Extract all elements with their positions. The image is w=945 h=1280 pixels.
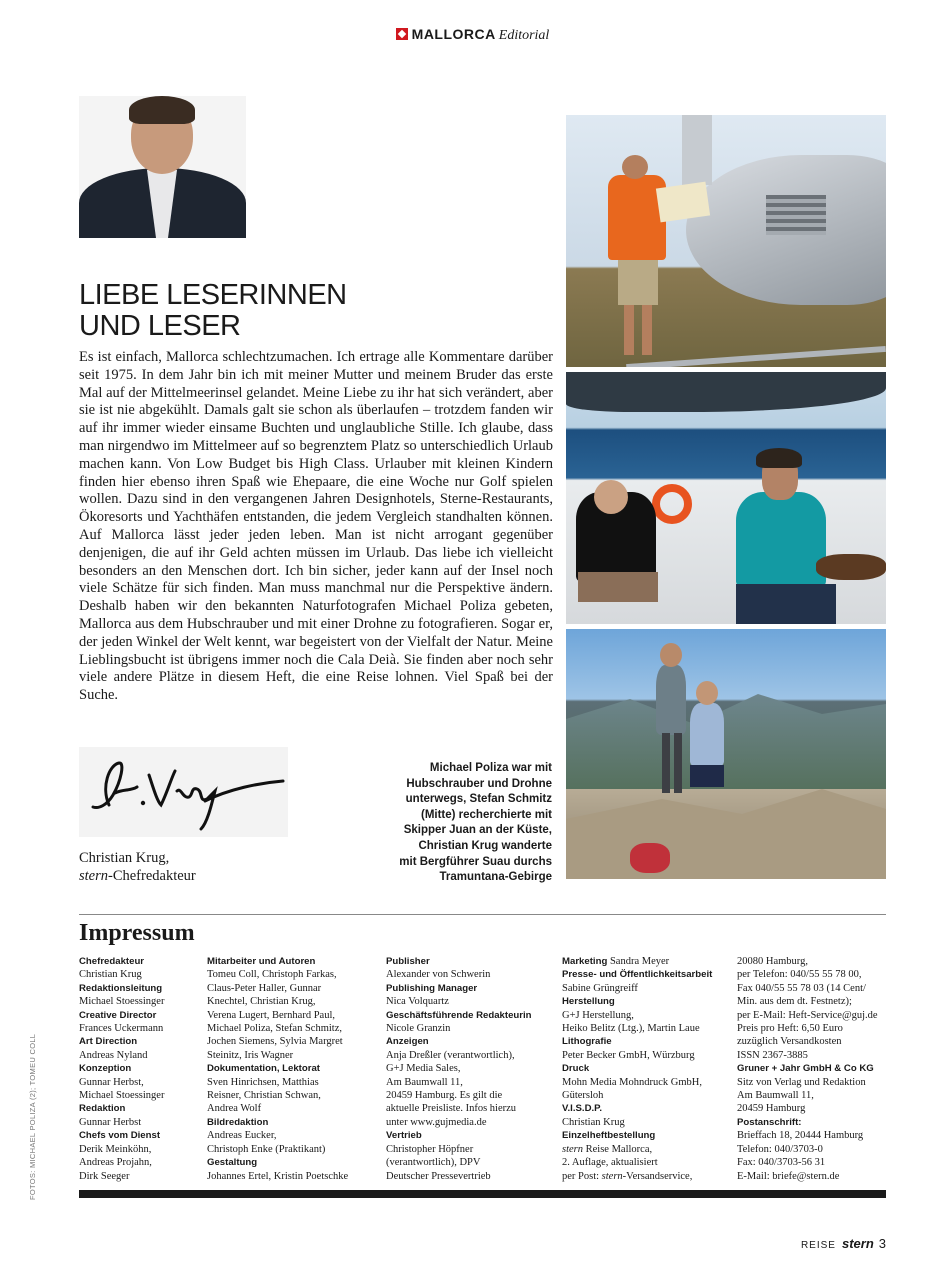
- footer-magazine: stern: [841, 1236, 874, 1251]
- impressum-entry: Dirk Seeger: [79, 1170, 130, 1182]
- impressum-entry: Nicole Granzin: [386, 1023, 451, 1035]
- impressum-column-3: [386, 955, 556, 1183]
- impressum-entry: Reisner, Christian Schwan,: [207, 1090, 321, 1102]
- impressum-label: Art Direction: [79, 1036, 138, 1048]
- impressum-label: Chefredakteur: [79, 956, 145, 967]
- impressum-entry: Preis pro Heft: 6,50 Euro: [737, 1023, 843, 1035]
- impressum-entry: Christian Krug: [79, 969, 142, 981]
- impressum-entry: Deutscher Pressevertrieb: [386, 1170, 491, 1182]
- impressum-entry: Christopher Höpfner: [386, 1143, 474, 1155]
- photo-caption: [380, 761, 552, 886]
- impressum-entry: Knechtel, Christian Krug,: [207, 996, 316, 1008]
- impressum-column-1: [79, 955, 199, 1183]
- impressum-entry: Brieffach 18, 20444 Hamburg: [737, 1130, 864, 1142]
- impressum-entry: Nica Volquartz: [386, 996, 449, 1008]
- section-divider: [79, 914, 886, 915]
- signer-role: -Chefredakteur: [108, 868, 196, 884]
- impressum-entry: zuzüglich Versandkosten: [737, 1036, 842, 1048]
- impressum-label: Konzeption: [79, 1063, 132, 1075]
- page-footer: [0, 1236, 886, 1251]
- impressum-entry: per E-Mail: Heft-Service@guj.de: [737, 1009, 878, 1021]
- impressum-label: Redaktion: [79, 1103, 126, 1115]
- impressum-entry: Min. aus dem dt. Festnetz);: [737, 996, 852, 1008]
- impressum-entry: Anja Dreßler (verantwortlich),: [386, 1049, 515, 1061]
- signer-block: [79, 849, 196, 885]
- impressum-entry: Am Baumwall 11,: [737, 1090, 814, 1102]
- impressum-entry: G+J Media Sales,: [386, 1063, 461, 1075]
- impressum-label: Chefs vom Dienst: [79, 1130, 161, 1142]
- caption-line: (Mitte) recherchierte mit: [420, 808, 552, 821]
- impressum-label: Presse- und Öffentlichkeitsarbeit: [562, 969, 713, 981]
- impressum-entry: Gunnar Herbst,: [79, 1076, 144, 1088]
- stern-logo-icon: [396, 28, 408, 40]
- bottom-bar: [79, 1190, 886, 1198]
- impressum-entry: Am Baumwall 11,: [386, 1076, 463, 1088]
- impressum-label: Gruner + Jahr GmbH & Co KG: [737, 1063, 874, 1075]
- headline-line-2: UND LESER: [79, 310, 241, 342]
- impressum-entry: [562, 1170, 732, 1183]
- impressum-entry: ISSN 2367-3885: [737, 1049, 808, 1061]
- impressum-label: Anzeigen: [386, 1036, 429, 1048]
- impressum-entry: Mohn Media Mohndruck GmbH,: [562, 1076, 702, 1088]
- impressum-label: Marketing: [562, 956, 608, 967]
- impressum-entry: aktuelle Preisliste. Infos hierzu: [386, 1103, 517, 1115]
- impressum-column-2: [207, 955, 377, 1183]
- impressum-entry-text: Reise Mallorca,: [583, 1143, 653, 1155]
- impressum-column-5: [737, 955, 887, 1183]
- impressum-label: Mitarbeiter und Autoren: [207, 956, 316, 967]
- header-brand: MALLORCA: [411, 26, 496, 42]
- impressum-entry: Michael Stoessinger: [79, 996, 165, 1008]
- impressum-entry: 20459 Hamburg: [737, 1103, 806, 1115]
- signature-image: [79, 747, 288, 837]
- signer-title: [79, 867, 196, 885]
- impressum-label: Einzelheftbestellung: [562, 1130, 656, 1142]
- impressum-entry: Gütersloh: [562, 1090, 604, 1102]
- impressum-entry-text: per Post:: [562, 1170, 602, 1182]
- caption-line: Michael Poliza war mit: [429, 762, 552, 774]
- article-headline: [79, 280, 549, 342]
- impressum-entry: Michael Stoessinger: [79, 1090, 165, 1102]
- caption-line: unterwegs, Stefan Schmitz: [405, 793, 552, 806]
- impressum-entry: 20459 Hamburg. Es gilt die: [386, 1090, 503, 1102]
- impressum-entry: Sven Hinrichsen, Matthias: [207, 1076, 319, 1088]
- impressum-entry: Peter Becker GmbH, Würzburg: [562, 1049, 695, 1061]
- impressum-entry: Sandra Meyer: [609, 956, 670, 967]
- impressum-entry: E-Mail: briefe@stern.de: [737, 1170, 840, 1182]
- impressum-entry: Heiko Belitz (Ltg.), Martin Laue: [562, 1023, 700, 1035]
- impressum-entry-text: -Versandservice,: [622, 1170, 693, 1182]
- impressum-entry: per Telefon: 040/55 55 78 00,: [737, 969, 862, 981]
- impressum-entry: Claus-Peter Haller, Gunnar: [207, 982, 322, 994]
- impressum-entry: Christoph Enke (Praktikant): [207, 1143, 326, 1155]
- impressum-entry: Johannes Ertel, Kristin Poetschke: [207, 1170, 349, 1182]
- page-number: 3: [878, 1236, 886, 1251]
- impressum-label: Geschäftsführende Redakteurin: [386, 1009, 532, 1021]
- impressum-column-4: [562, 955, 732, 1183]
- impressum-entry: Andreas Eucker,: [207, 1130, 277, 1142]
- impressum-entry: G+J Herstellung,: [562, 1009, 634, 1021]
- impressum-label: Herstellung: [562, 996, 615, 1008]
- editor-portrait: [79, 96, 246, 238]
- impressum-entry: 2. Auflage, aktualisiert: [562, 1157, 658, 1169]
- impressum-entry: Alexander von Schwerin: [386, 969, 491, 981]
- impressum-label: V.I.S.D.P.: [562, 1103, 602, 1115]
- impressum-entry: Telefon: 040/3703-0: [737, 1143, 823, 1155]
- headline-line-1: LIEBE LESERINNEN: [79, 279, 347, 311]
- impressum-label: Bildredaktion: [207, 1116, 269, 1128]
- impressum-magazine: stern: [562, 1143, 583, 1155]
- page-header: [0, 26, 945, 44]
- impressum-label: Redaktionsleitung: [79, 982, 163, 994]
- impressum-entry: Steinitz, Iris Wagner: [207, 1049, 294, 1061]
- impressum-label: Creative Director: [79, 1009, 157, 1021]
- impressum-entry: (verantwortlich), DPV: [386, 1157, 481, 1169]
- impressum-entry: Gunnar Herbst: [79, 1116, 142, 1128]
- impressum-entry: [562, 1143, 732, 1156]
- caption-line: Hubschrauber und Drohne: [406, 777, 552, 790]
- impressum-entry: Derik Meinköhn,: [79, 1143, 152, 1155]
- impressum-entry: Sitz von Verlag und Redaktion: [737, 1076, 866, 1088]
- impressum-entry: Jochen Siemens, Sylvia Margret: [207, 1036, 343, 1048]
- impressum-entry: Fax 040/55 55 78 03 (14 Cent/: [737, 982, 866, 994]
- helicopter-photo: [566, 115, 886, 367]
- impressum-entry: Fax: 040/3703-56 31: [737, 1157, 826, 1169]
- caption-line: mit Bergführer Suau durchs: [399, 855, 552, 868]
- impressum-entry: 20080 Hamburg,: [737, 956, 808, 967]
- signer-name: Christian Krug,: [79, 850, 170, 866]
- impressum-entry: Tomeu Coll, Christoph Farkas,: [207, 969, 337, 981]
- impressum-label: Dokumentation, Lektorat: [207, 1063, 321, 1075]
- caption-line: Skipper Juan an der Küste,: [403, 824, 552, 837]
- header-section: Editorial: [498, 28, 550, 43]
- impressum-entry: Michael Poliza, Stefan Schmitz,: [207, 1023, 343, 1035]
- impressum-entry: Andrea Wolf: [207, 1103, 262, 1115]
- mountain-photo: [566, 629, 886, 879]
- impressum-entry: Frances Uckermann: [79, 1023, 164, 1035]
- signer-magazine: stern: [79, 868, 108, 884]
- impressum-entry: Verena Lugert, Bernhard Paul,: [207, 1009, 335, 1021]
- photo-credit: FOTOS: MICHAEL POLIZA (2); TOMEU COLL: [28, 1033, 37, 1200]
- impressum-marketing: [562, 955, 732, 968]
- caption-line: Tramuntana-Gebirge: [439, 871, 552, 884]
- impressum-title: Impressum: [79, 920, 195, 946]
- impressum-label: Vertrieb: [386, 1130, 422, 1142]
- impressum-label: Lithografie: [562, 1036, 612, 1048]
- article-body: Es ist einfach, Mallorca schlechtzumachen. Ich ertrage alle Kommentare darüber seit 1975. In dem Jahr bin ich mit meiner Mutter und meinem Bruder das erste Mal auf der Mittelmeerinsel gelandet. Meine Liebe zu ihr hat sich verändert, aber sie ist nie abgekühlt. Damals galt sie schon als überlaufen – trotzdem fanden wir auf ihr immer wieder einsame Buchten und unglaubliche Stille. Ich glaube, dass man nirgendwo im Mittelmeer auf so begrenztem Platz so unterschiedlich Urlaub machen kann. Von Low Budget bis High Class. Urlauber mit kleinen Kindern finden hier ebenso ihren Spaß wie Ehepaare, die eine Woche nur Golf spielen wollen. Dazu sind in den vergangenen Jahren Designhotels, Sterne-Restaurants, Ökoresorts und Yachthäfen entstanden, die jedem Vergleich standhalten können. Auf Mallorca lässt jeder jeden leben. Man ist nicht arrogant gegenüber denjenigen, die auf ihr Geld achten müssen im Urlaub. Das liebe ich vielleicht besonders an den Menschen dort. Ich bin sicher, jeder kann auf der Insel noch viele Schätze für sich finden. Man muss manchmal nur die Perspektive ändern. Deshalb haben wir den bekannten Naturfotografen Michael Poliza gebeten, Mallorca aus dem Hubschrauber und mit einer Drohne zu fotografieren. Sogar er, der jeden Winkel der Welt kennt, war begeistert von der Vielfalt der Natur. Meine Lieblingsbucht ist übrigens immer noch die Cala Deià. Sie finden aber noch sehr viele andere Plätze in diesem Heft, die eine Reise lohnen. Viel Spaß bei der Suche.: [79, 349, 553, 704]
- footer-section: REISE: [800, 1240, 836, 1251]
- impressum-entry: Andreas Projahn,: [79, 1157, 152, 1169]
- impressum-label: Postanschrift:: [737, 1116, 802, 1128]
- impressum-entry: Sabine Grüngreiff: [562, 982, 638, 994]
- caption-line: Christian Krug wanderte: [418, 839, 552, 852]
- impressum-label: Gestaltung: [207, 1157, 258, 1169]
- impressum-label: Publisher: [386, 956, 430, 967]
- impressum-label: Publishing Manager: [386, 982, 478, 994]
- impressum-magazine: stern: [601, 1170, 623, 1182]
- impressum-entry: Andreas Nyland: [79, 1049, 148, 1061]
- impressum-entry: unter www.gujmedia.de: [386, 1116, 487, 1128]
- boat-photo: [566, 372, 886, 624]
- impressum-label: Druck: [562, 1063, 590, 1075]
- impressum-entry: Christian Krug: [562, 1116, 625, 1128]
